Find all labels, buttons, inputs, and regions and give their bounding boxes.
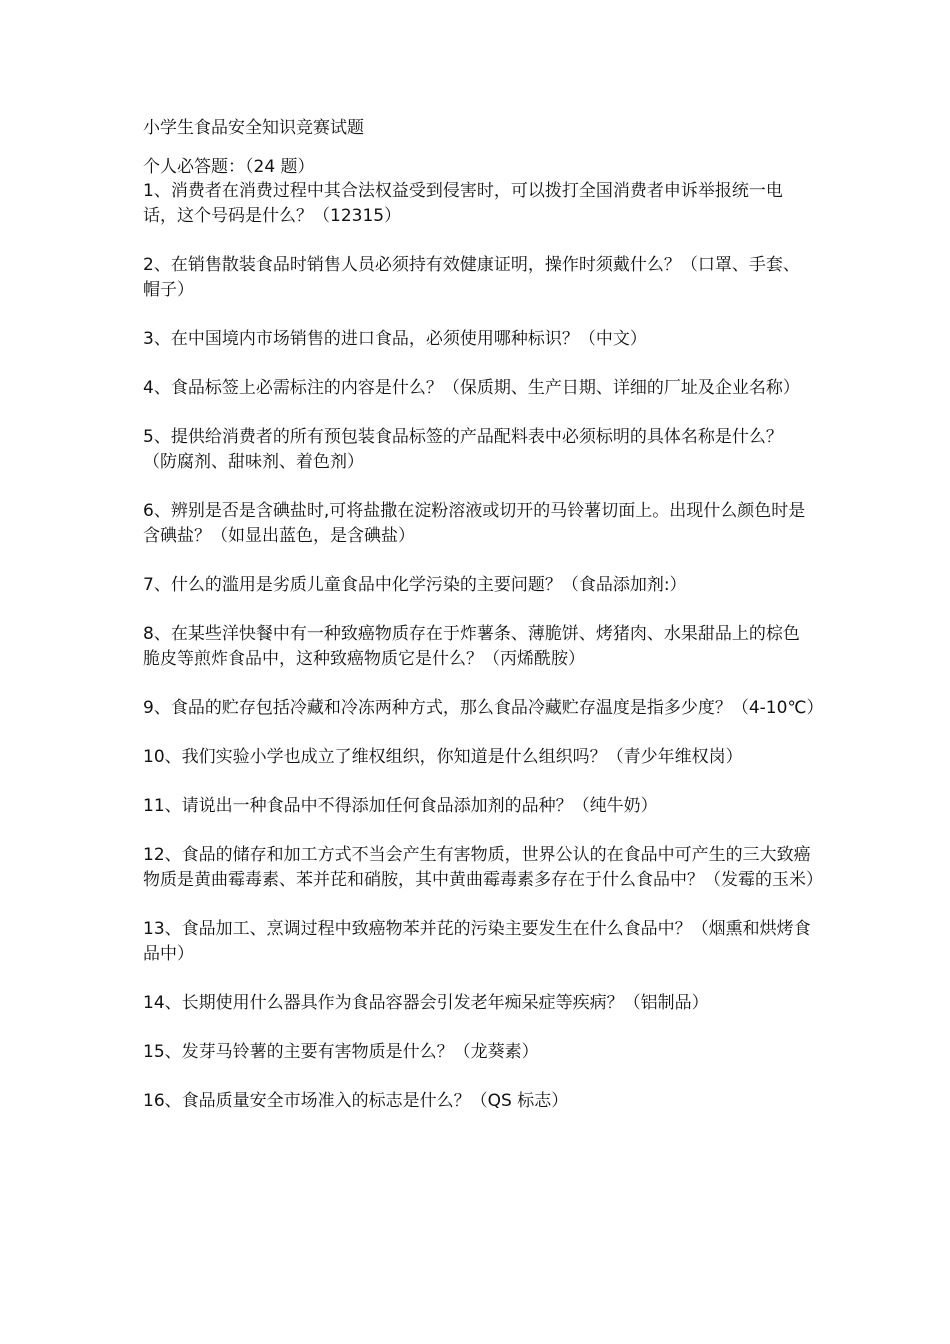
- question-8: 8、在某些洋快餐中有一种致癌物质存在于炸薯条、薄脆饼、烤猪肉、水果甜品上的棕色脆皮等煎炸食品中，这种致癌物质它是什么？（丙烯酰胺）: [143, 624, 800, 669]
- question-7: 7、什么的滥用是劣质儿童食品中化学污染的主要问题？（食品添加剂:）: [143, 575, 687, 595]
- question-14: 14、长期使用什么器具作为食品容器会引发老年痴呆症等疾病？（铝制品）: [143, 993, 709, 1013]
- section-heading: 个人必答题：（24 题）: [143, 157, 315, 177]
- question-10: 10、我们实验小学也成立了维权组织，你知道是什么组织吗？（青少年维权岗）: [143, 747, 743, 767]
- question-4: 4、食品标签上必需标注的内容是什么？（保质期、生产日期、详细的厂址及企业名称）: [143, 378, 800, 398]
- question-13: 13、食品加工、烹调过程中致癌物苯并芘的污染主要发生在什么食品中？（烟熏和烘烤食品中）: [143, 919, 811, 964]
- question-9: 9、食品的贮存包括冷藏和冷冻两种方式，那么食品冷藏贮存温度是指多少度？（4-10℃）: [143, 698, 824, 718]
- question-5: 5、提供给消费者的所有预包装食品标签的产品配料表中必须标明的具体名称是什么？（防腐剂、甜味剂、着色剂）: [143, 427, 783, 472]
- document-page: [143, 116, 824, 1138]
- question-12: 12、食品的储存和加工方式不当会产生有害物质，世界公认的在食品中可产生的三大致癌物质是黄曲霉毒素、苯并芘和硝胺，其中黄曲霉毒素多存在于什么食品中？（发霉的玉米）: [143, 845, 823, 890]
- question-15: 15、发芽马铃薯的主要有害物质是什么？（龙葵素）: [143, 1042, 539, 1062]
- question-1: 1、消费者在消费过程中其合法权益受到侵害时，可以拨打全国消费者申诉举报统一电话，这个号码是什么？（12315）: [143, 181, 783, 226]
- question-11: 11、请说出一种食品中不得添加任何食品添加剂的品种？（纯牛奶）: [143, 796, 658, 816]
- question-6: 6、辨别是否是含碘盐时,可将盐撒在淀粉溶液或切开的马铃薯切面上。出现什么颜色时是含碘盐？（如显出蓝色，是含碘盐）: [143, 501, 806, 546]
- question-2: 2、在销售散装食品时销售人员必须持有效健康证明，操作时须戴什么？（口罩、手套、帽子）: [143, 255, 800, 300]
- question-3: 3、在中国境内市场销售的进口食品，必须使用哪种标识？（中文）: [143, 329, 647, 349]
- document-title: 小学生食品安全知识竞赛试题: [143, 118, 364, 138]
- question-16: 16、食品质量安全市场准入的标志是什么？（QS 标志）: [143, 1091, 569, 1111]
